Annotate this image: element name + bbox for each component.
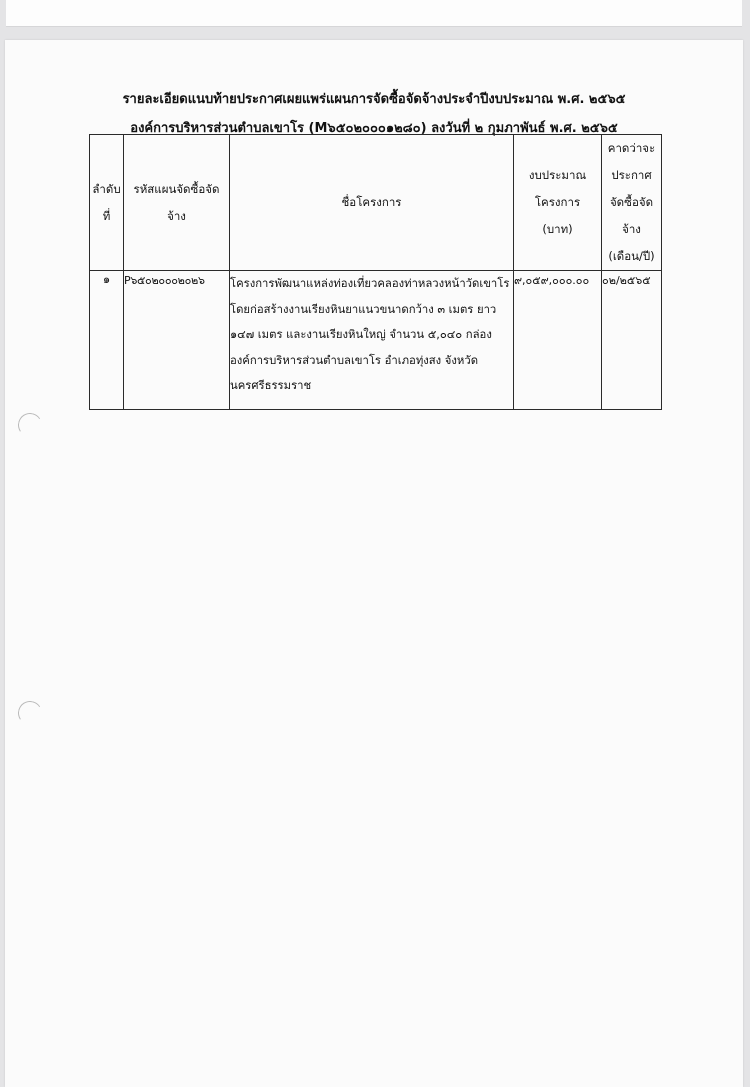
- table-row: [90, 271, 662, 410]
- cell-expected-month: ๐๒/๒๕๖๕: [602, 271, 662, 410]
- header-month-line3: จัดซื้อจัด: [609, 195, 654, 209]
- header-code-line2: จ้าง: [167, 208, 186, 223]
- document-page: [5, 40, 743, 1087]
- cell-budget: ๙,๐๕๙,๐๐๐.๐๐: [514, 271, 602, 410]
- table-header-row: [90, 135, 662, 271]
- header-name-line1: ชื่อโครงการ: [341, 195, 402, 209]
- project-name-line5: นครศรีธรรมราช: [230, 379, 312, 392]
- header-budget-line3: (บาท): [542, 222, 573, 236]
- project-name-line2: โดยก่อสร้างงานเรียงหินยาแนวขนาดกว้าง ๓ เมตร ยาว: [230, 302, 497, 316]
- cell-plan-code: P๖๕๐๒๐๐๐๒๐๒๖: [124, 271, 230, 410]
- project-name-line1: โครงการพัฒนาแหล่งท่องเที่ยวคลองท่าหลวงหน้าวัดเขาโร: [230, 277, 510, 290]
- project-name-line3: ๑๔๗ เมตร และงานเรียงหินใหญ่ จำนวน ๕,๐๔๐ กล่อง: [230, 328, 492, 341]
- header-no-line2: ที่: [102, 208, 111, 223]
- header-expected-month: [602, 135, 662, 271]
- header-project-name: [230, 135, 514, 271]
- header-no: [90, 135, 124, 271]
- project-name-line4: องค์การบริหารส่วนตำบลเขาโร อำเภอทุ่งสง จังหวัด: [230, 353, 479, 367]
- header-budget: [514, 135, 602, 271]
- header-budget-line1: งบประมาณ: [528, 168, 587, 182]
- header-no-line1: ลำดับ: [92, 181, 121, 196]
- header-month-line4: จ้าง: [622, 222, 641, 236]
- previous-page-edge: [6, 0, 742, 27]
- cell-no: ๑: [90, 271, 124, 410]
- header-month-line5: (เดือน/ปี): [608, 249, 655, 263]
- header-code-line1: รหัสแผนจัดซื้อจัด: [133, 181, 220, 196]
- header-budget-line2: โครงการ: [534, 195, 581, 209]
- procurement-plan-table: [89, 134, 662, 410]
- document-title-line1: รายละเอียดแนบท้ายประกาศเผยแพร่แผนการจัดซื้อจัดจ้างประจำปีงบประมาณ พ.ศ. ๒๕๖๕: [122, 92, 626, 107]
- header-month-line2: ประกาศ: [611, 168, 652, 182]
- document-title-line2: องค์การบริหารส่วนตำบลเขาโร (M๖๕๐๒๐๐๐๑๒๘๐) ลงวันที่ ๒ กุมภาพันธ์ พ.ศ. ๒๕๖๕: [130, 121, 618, 136]
- cell-project-name: [230, 271, 514, 410]
- header-plan-code: [124, 135, 230, 271]
- header-month-line1: คาดว่าจะ: [607, 141, 656, 155]
